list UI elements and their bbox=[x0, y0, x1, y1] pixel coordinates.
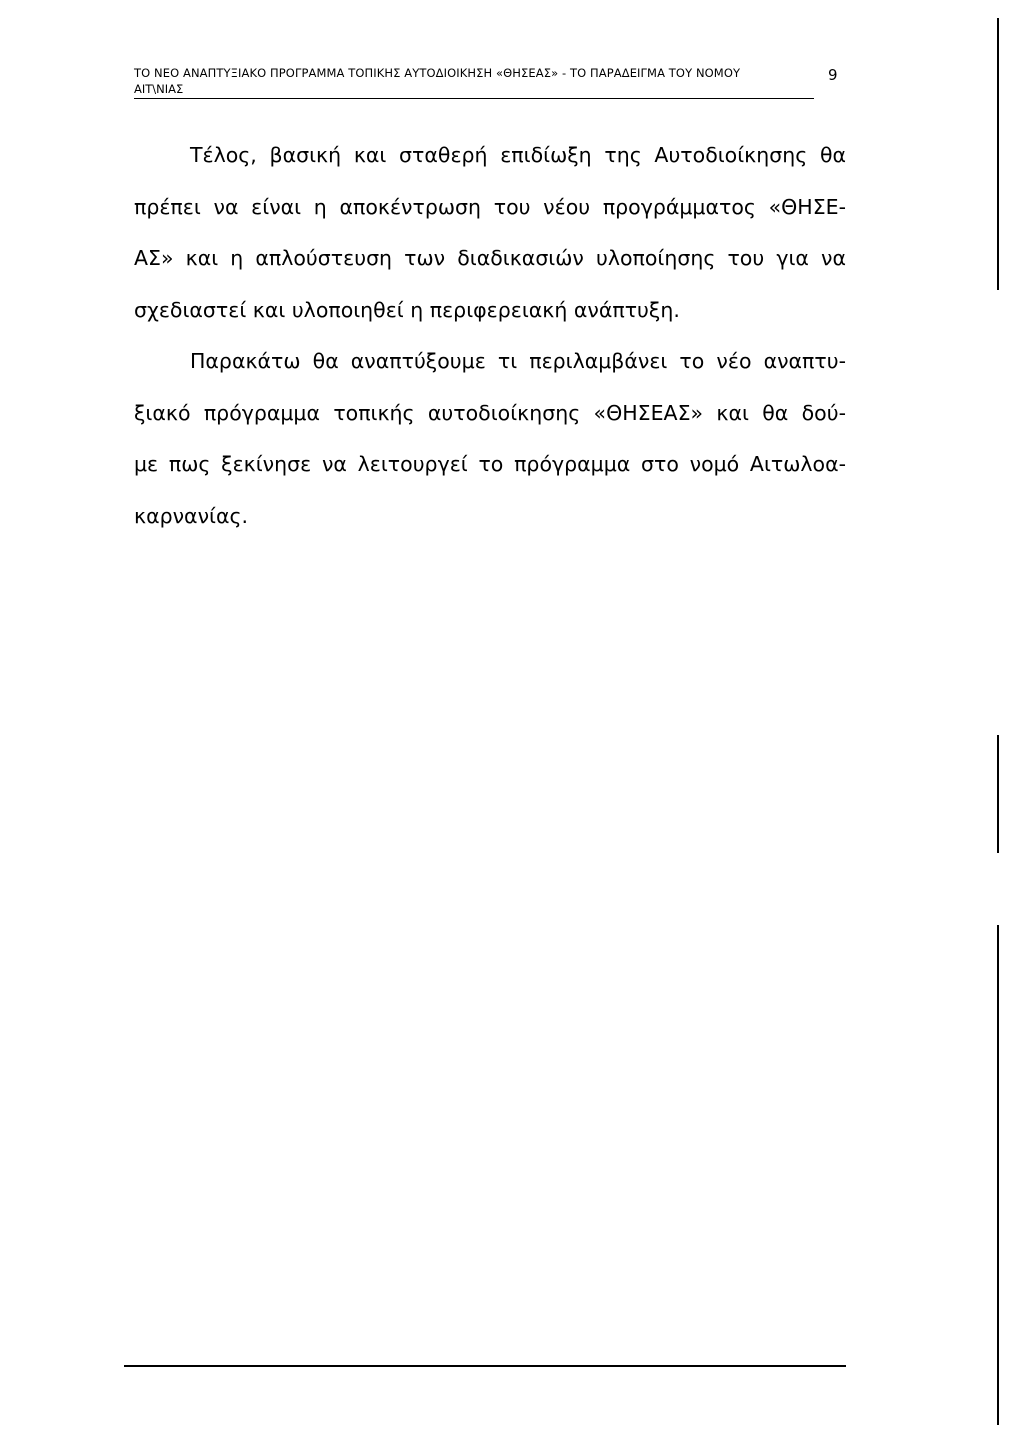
running-header-title-continued: ΑΙΤ\ΝΙΑΣ bbox=[134, 82, 184, 96]
paragraph-2-line-1: Παρακάτω θα αναπτύξουμε τι περιλαμβάνει το νέο αναπτυ- bbox=[190, 349, 846, 373]
paragraph-1-line-4: σχεδιαστεί και υλοποιηθεί η περιφερειακή ανάπτυξη. bbox=[134, 297, 680, 322]
scan-edge-line-middle bbox=[997, 735, 999, 853]
paragraph-1-line-2: πρέπει να είναι η αποκέντρωση του νέου προγράμματος «ΘΗΣΕ- bbox=[134, 194, 846, 219]
body-text bbox=[134, 130, 846, 542]
paragraph-2-line-3: με πως ξεκίνησε να λειτουργεί το πρόγραμμα στο νομό Αιτωλοα- bbox=[134, 452, 846, 476]
scan-edge-line-bottom bbox=[997, 925, 999, 1425]
paragraph-2-line-2: ξιακό πρόγραμμα τοπικής αυτοδιοίκησης «ΘΗΣΕΑΣ» και θα δού- bbox=[134, 400, 846, 425]
running-header-title: ΤΟ ΝΕΟ ΑΝΑΠΤΥΞΙΑΚΟ ΠΡΟΓΡΑΜΜΑ ΤΟΠΙΚΗΣ ΑΥΤΟΔΙΟΙΚΗΣΗ «ΘΗΣΕΑΣ» - ΤΟ ΠΑΡΑΔΕΙΓΜΑ ΤΟΥ ΝΟΜΟΥ bbox=[134, 66, 741, 80]
page-number: 9 bbox=[828, 66, 838, 84]
footer-divider bbox=[124, 1365, 846, 1367]
paragraph-2-line-4: καρνανίας. bbox=[134, 503, 249, 528]
paragraph-1-line-1: Τέλος, βασική και σταθερή επιδίωξη της Αυτοδιοίκησης θα bbox=[190, 143, 846, 167]
scan-edge-line-top bbox=[997, 18, 999, 290]
header-divider bbox=[134, 98, 814, 99]
paragraph-1-line-3: ΑΣ» και η απλούστευση των διαδικασιών υλοποίησης του για να bbox=[134, 246, 846, 270]
